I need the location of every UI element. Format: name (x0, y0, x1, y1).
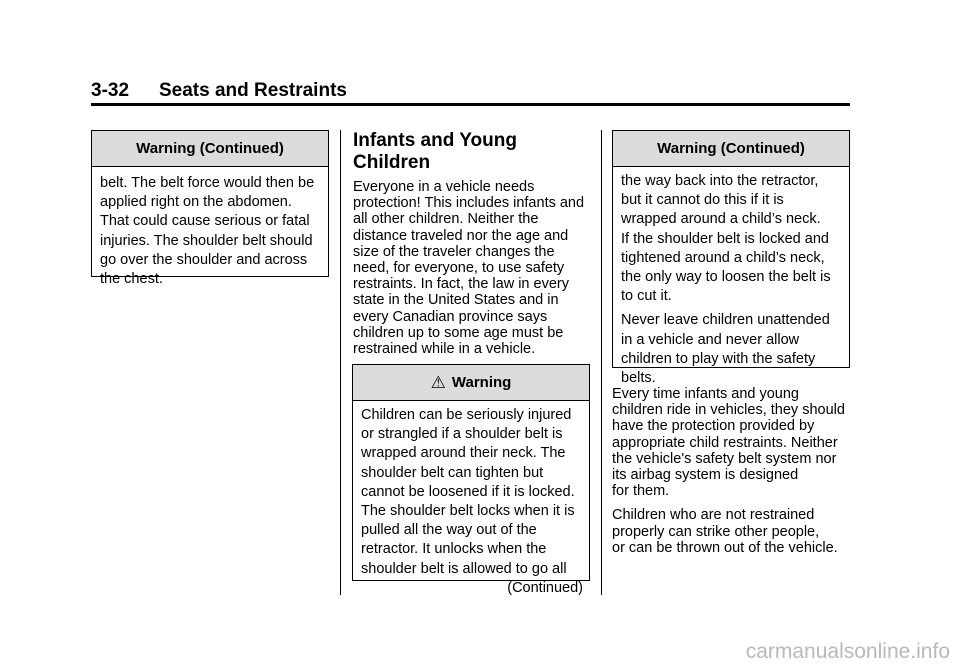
text-line: every Canadian province says (353, 308, 548, 325)
text-line: protection! This includes infants and (353, 195, 585, 212)
text-line: or strangled if a shoulder belt is (361, 426, 563, 443)
text-line: tightened around a child’s neck, (621, 249, 825, 266)
heading-line: Infants and Young (353, 130, 517, 151)
text-line: for them. (612, 483, 670, 500)
text-line: That could cause serious or fatal (100, 213, 310, 230)
continued-note: (Continued) (507, 579, 583, 596)
text-line: the only way to loosen the belt is (621, 269, 831, 286)
text-line: The shoulder belt locks when it is (361, 503, 575, 520)
left-warning-text (100, 174, 320, 289)
middle-warning-text (361, 406, 581, 579)
text-line: children to play with the safety (621, 350, 816, 367)
right-body-text (612, 386, 862, 564)
text-line: to cut it. (621, 288, 672, 305)
middle-warning-title (353, 365, 589, 401)
text-line: the vehicle's safety belt system nor (612, 450, 837, 467)
warning-icon: ⚠ (430, 373, 446, 392)
text-line: Every time infants and young (612, 386, 799, 402)
left-warning-box (91, 130, 329, 288)
text-line: wrapped around their neck. The (361, 445, 566, 462)
left-warning-body (92, 167, 328, 289)
left-warning-title: Warning (Continued) (92, 131, 328, 167)
right-warning-para-1 (621, 172, 841, 306)
text-line: properly can strike other people, (612, 523, 820, 540)
text-line: go over the shoulder and across (100, 251, 308, 268)
text-line: wrapped around a child’s neck. (621, 211, 821, 228)
text-line: or can be thrown out of the vehicle. (612, 539, 838, 556)
text-line: but it cannot do this if it is (621, 192, 784, 209)
text-line: restraints. In fact, the law in every (353, 276, 569, 293)
right-warning-title: Warning (Continued) (613, 131, 849, 167)
column-divider-left (340, 130, 341, 595)
text-line: pulled all the way out of the (361, 522, 537, 539)
text-line: appropriate child restraints. Neither (612, 434, 838, 451)
text-line: the chest. (100, 271, 163, 288)
column-divider-right (601, 130, 602, 595)
text-line: Children who are not restrained (612, 507, 815, 524)
text-line: If the shoulder belt is locked and (621, 230, 829, 247)
text-line: have the protection provided by (612, 418, 815, 435)
text-line: Everyone in a vehicle needs (353, 179, 535, 195)
text-line: Children can be seriously injured (361, 407, 572, 423)
header-rule (91, 103, 850, 106)
page-number: 3-32 (91, 80, 130, 101)
text-line: retractor. It unlocks when the (361, 541, 547, 558)
text-line: all other children. Neither the (353, 211, 539, 228)
page-header (91, 80, 850, 102)
section-title: Seats and Restraints (159, 80, 347, 101)
watermark: carmanualsonline.info (745, 640, 950, 663)
text-line: size of the traveler changes the (353, 243, 555, 260)
right-body-para-2 (612, 507, 862, 556)
right-warning-box (612, 130, 850, 387)
text-line: its airbag system is designed (612, 467, 799, 484)
text-line: belts. (621, 370, 656, 387)
right-warning-body (613, 167, 849, 388)
heading-line: Children (353, 152, 431, 173)
text-line: shoulder belt is allowed to go all (361, 560, 567, 577)
text-line: applied right on the abdomen. (100, 194, 292, 211)
right-body-para-1 (612, 386, 862, 499)
text-line: belt. The belt force would then be (100, 175, 315, 191)
intro-paragraph (353, 179, 593, 365)
right-warning-para-2 (621, 311, 841, 388)
middle-warning-body (353, 401, 589, 579)
text-line: shoulder belt can tighten but (361, 464, 544, 481)
text-line: distance traveled nor the age and (353, 227, 569, 244)
text-line: in a vehicle and never allow (621, 331, 800, 348)
text-line: cannot be loosened if it is locked. (361, 483, 575, 500)
middle-warning-box (352, 364, 590, 596)
text-line: children ride in vehicles, they should (612, 402, 845, 419)
text-line: restrained while in a vehicle. (353, 341, 536, 358)
text-line: the way back into the retractor, (621, 173, 819, 189)
text-line: injuries. The shoulder belt should (100, 232, 313, 249)
text-line: state in the United States and in (353, 292, 559, 309)
text-line: Never leave children unattended (621, 312, 830, 329)
text-line: need, for everyone, to use safety (353, 260, 565, 277)
section-heading (353, 130, 593, 174)
warning-label: Warning (451, 374, 512, 391)
text-line: children up to some age must be (353, 324, 564, 341)
